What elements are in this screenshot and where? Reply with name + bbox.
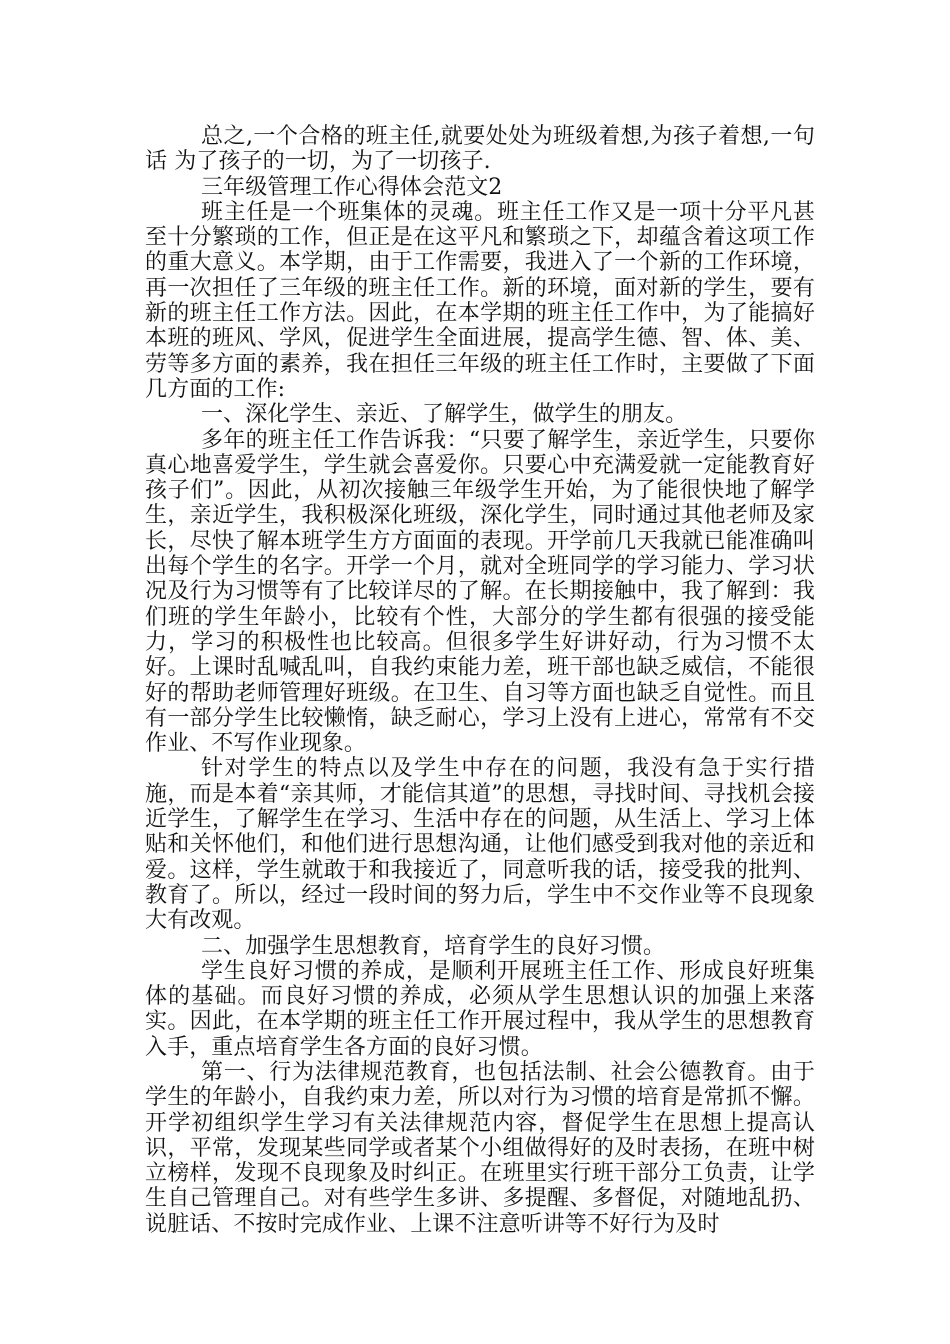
paragraph-body-3: 学生良好习惯的养成，是顺利开展班主任工作、形成良好班集体的基础。而良好习惯的养成，必须从学生思想认识的加强上来落实。因此，在本学期的班主任工作开展过程中，我从学生的思想教育入手，重点培育学生各方面的良好习惯。 xyxy=(145,958,815,1060)
heading-part-one: 一、深化学生、亲近、了解学生，做学生的朋友。 xyxy=(201,402,688,428)
document-body xyxy=(145,124,815,1237)
paragraph-body-2: 针对学生的特点以及学生中存在的问题，我没有急于实行措施，而是本着“亲其师，才能信其道”的思想，寻找时间、寻找机会接近学生，了解学生在学习、生活中存在的问题，从生活上、学习上体贴和关怀他们，和他们进行思想沟通，让他们感受到我对他的亲近和爱。这样，学生就敢于和我接近了，同意听我的话，接受我的批判、教育了。所以，经过一段时间的努力后，学生中不交作业等不良现象大有改观。 xyxy=(145,756,815,934)
paragraph-intro: 班主任是一个班集体的灵魂。班主任工作又是一项十分平凡甚至十分繁琐的工作，但正是在这平凡和繁琐之下，却蕴含着这项工作的重大意义。本学期，由于工作需要，我进入了一个新的工作环境，再一次担任了三年级的班主任工作。新的环境，面对新的学生，要有新的班主任工作方法。因此，在本学期的班主任工作中，为了能搞好本班的班风、学风，促进学生全面进展，提高学生德、智、体、美、劳等多方面的素养，我在担任三年级的班主任工作时，主要做了下面几方面的工作: xyxy=(145,199,815,402)
section-title: 三年级管理工作心得体会范文2 xyxy=(201,174,503,200)
paragraph-body-4: 第一、行为法律规范教育，也包括法制、社会公德教育。由于学生的年龄小，自我约束力差，所以对行为习惯的培育是常抓不懈。开学初组织学生学习有关法律规范内容，督促学生在思想上提高认识，平常，发现某些同学或者某个小组做得好的及时表扬，在班中树立榜样，发现不良现象及时纠正。在班里实行班干部分工负责，让学生自己管理自己。对有些学生多讲、多提醒、多督促，对随地乱扔、说脏话、不按时完成作业、上课不注意听讲等不好行为及时 xyxy=(145,1059,815,1237)
heading-part-two: 二、加强学生思想教育，培育学生的良好习惯。 xyxy=(201,933,666,959)
paragraph-body-1: 多年的班主任工作告诉我：“只要了解学生，亲近学生，只要你真心地喜爱学生，学生就会喜爱你。只要心中充满爱就一定能教育好孩子们”。因此，从初次接触三年级学生开始，为了能很快地了解学生，亲近学生，我积极深化班级，深化学生，同时通过其他老师及家长，尽快了解本班学生方方面面的表现。开学前几天我就已能准确叫出每个学生的名字。开学一个月，就对全班同学的学习能力、学习状况及行为习惯等有了比较详尽的了解。在长期接触中，我了解到：我们班的学生年龄小，比较有个性，大部分的学生都有很强的接受能力，学习的积极性也比较高。但很多学生好讲好动，行为习惯不太好。上课时乱喊乱叫，自我约束能力差，班干部也缺乏威信，不能很好的帮助老师管理好班级。在卫生、自习等方面也缺乏自觉性。而且有一部分学生比较懒惰，缺乏耐心，学习上没有上进心，常常有不交作业、不写作业现象。 xyxy=(145,427,815,757)
paragraph-conclusion: 总之,一个合格的班主任,就要处处为班级着想,为孩子着想,一句话 为了孩子的一切，为了一切孩子. xyxy=(145,124,815,175)
